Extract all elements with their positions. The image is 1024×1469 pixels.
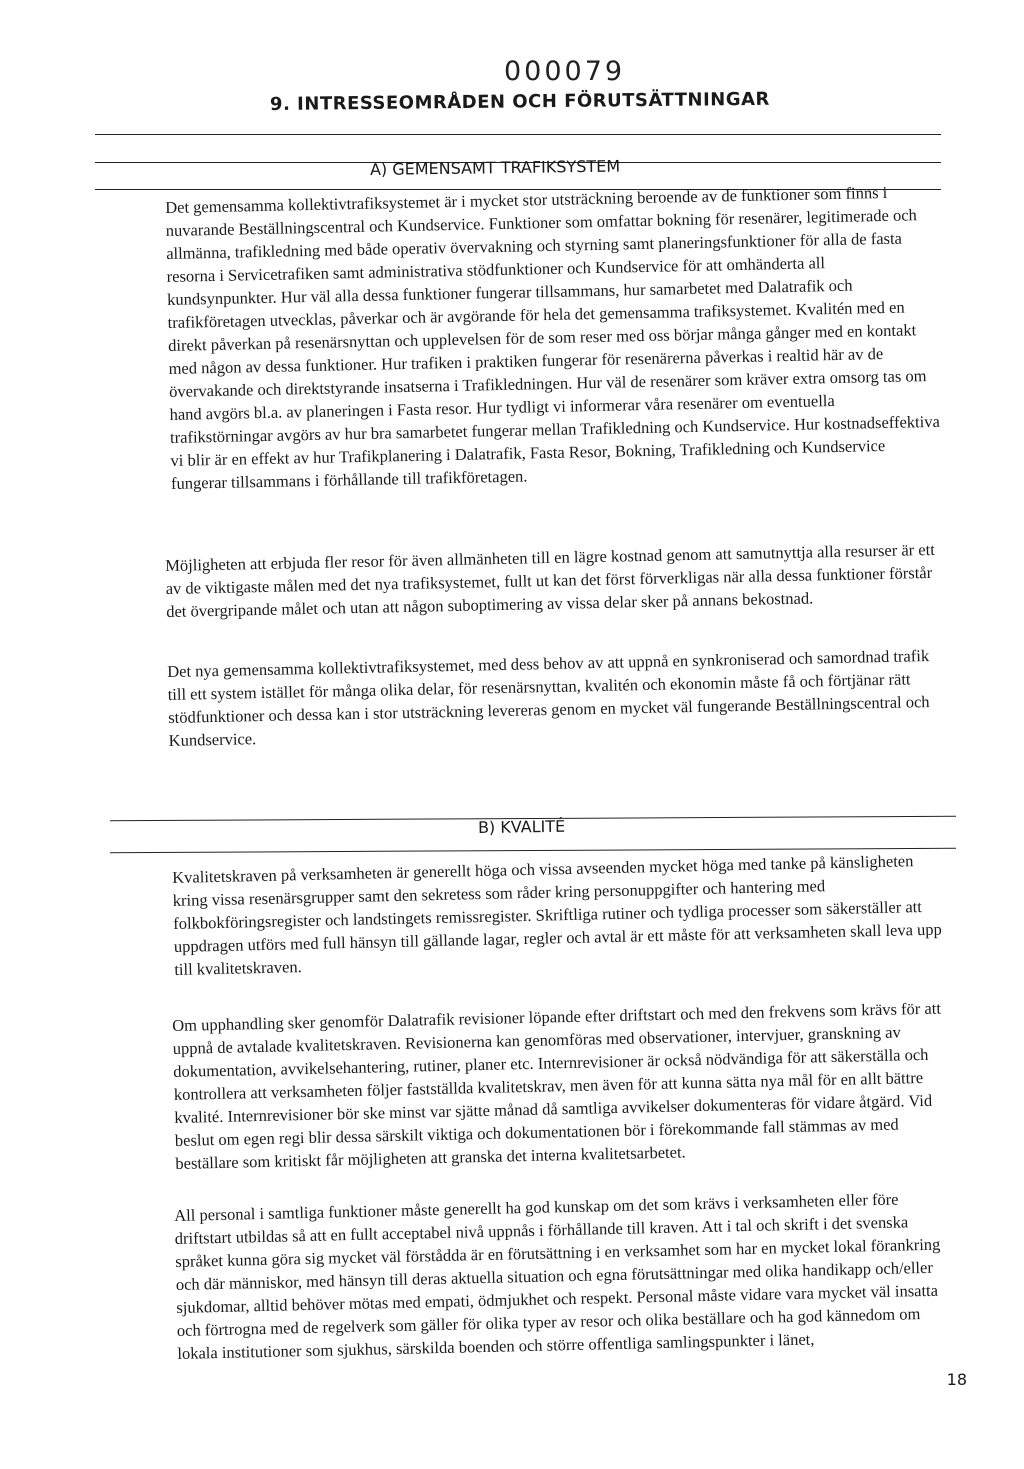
section-a-paragraph-1: Det gemensamma kollektivtrafiksystemet är i mycket stor utsträckning beroende av de funktioner som finns i nuvarande Beställningscentral och Kundservice. Funktioner som omfattar bokning för resenärer, legitimerade och allmänna, trafikledning med både operativ övervakning och styrning samt planeringsfunktioner för alla de fasta resorna i Servicetrafiken samt administrativa stödfunktioner och Kundservice för att omhänderta all kundsynpunkter. Hur väl alla dessa funktioner fungerar tillsammans, hur samarbetet med Dalatrafik och trafikföretagen utvecklas, påverkar och är avgörande för hela det gemensamma trafiksystemet. Kvalitén med en direkt påverkan på resenärsnyttan och upplevelsen för de som reser med oss börjar många gånger med en kontakt med någon av dessa funktioner. Hur trafiken i praktiken fungerar för resenärerna påverkas i realtid här av de övervakande och direktstyrande insatserna i Trafikledningen. Hur väl de resenärer som kräver extra omsorg tas om hand avgörs bl.a. av planeringen i Fasta resor. Hur tydligt vi informerar våra resenärer om eventuella trafikstörningar avgörs av hur bra samarbetet fungerar mellan Trafikledning och Kundservice. Hur kostnadseffektiva vi blir är en effekt av hur Trafikplanering i Dalatrafik, Fasta Resor, Bokning, Trafikledning och Kundservice fungerar tillsammans i förhållande till trafikföretagen.: [165, 182, 941, 493]
section-b-paragraph-1: Kvalitetskraven på verksamheten är generellt höga och vissa avseenden mycket höga med tanke på känsligheten kring vissa resenärsgrupper samt den sekretess som råder kring personuppgifter och hantering med folkbokföringsregister och landstingets remissregister. Skriftliga rutiner och tydliga processer som säkerställer att uppdragen utförs med full hänsyn till gällande lagar, regler och avtal är ett måste för att verksamheten skall leva upp till kvalitetskraven.: [172, 851, 943, 979]
heading-underline: [95, 134, 941, 135]
section-a-paragraph-2: Möjligheten att erbjuda fler resor för även allmänheten till en lägre kostnad genom att samutnyttja alla resurser är ett av de viktigaste målen med det nya trafiksystemet, fullt ut kan det först förverkligas när alla dessa funktioner förstår det övergripande målet och utan att någon suboptimering av vissa delar sker på annans bekostnad.: [165, 539, 936, 621]
section-a-title: A) GEMENSAMT TRAFIKSYSTEM: [369, 156, 621, 179]
chapter-heading: 9. INTRESSEOMRÅDEN OCH FÖRUTSÄTTNINGAR: [269, 88, 770, 115]
document-stamp-number: 000079: [504, 56, 626, 87]
page-number: 18: [946, 1370, 967, 1389]
section-b-title: B) KVALITÉ: [477, 816, 566, 837]
section-a-paragraph-3: Det nya gemensamma kollektivtrafiksystemet, med dess behov av att uppnå en synkroniserad och samordnad trafik till ett system istället för många olika delar, för resenärsnyttan, kvalitén och ekonomin måste få och förtjänar rätt stödfunktioner och dessa kan i stor utsträckning levereras genom en mycket väl fungerande Beställningscentral och Kundservice.: [167, 646, 930, 750]
section-b-paragraph-3: All personal i samtliga funktioner måste generellt ha god kunskap om det som krävs i verksamheten eller före driftstart utbildas så att en fullt acceptabel nivå uppnås i förhållande till kraven. Att i tal och skrift i det svenska språket kunna göra sig mycket väl förstådda är en förutsättning i en verksamhet som har en mycket lokal förankring och där människor, med hänsyn till deras aktuella situation och egna förutsättningar med olika handikapp och/eller sjukdomar, alltid behöver mötas med empati, ödmjukhet och respekt. Personal måste vidare vara mycket väl insatta och förtrogna med de regelverk som gäller för olika typer av resor och olika beställare och ha god kännedom om lokala institutioner som sjukhus, särskilda boenden och större offentliga samlingspunkter i länet,: [174, 1189, 941, 1363]
section-b-paragraph-2: Om upphandling sker genomför Dalatrafik revisioner löpande efter driftstart och med den frekvens som krävs för att uppnå de avtalade kvalitetskraven. Revisionerna kan genomföras med observationer, intervjuer, granskning av dokumentation, avvikelsehantering, rutiner, planer etc. Internrevisioner är också nödvändiga för att säkerställa och kontrollera att verksamheten följer fastställda kvalitetskrav, men även för att kunna sätta nya mål för en allt bättre kvalité. Internrevisioner bör ske minst var sjätte månad då samtliga avvikelser dokumenteras för vidare åtgärd. Vid beslut om egen regi blir dessa särskilt viktiga och dokumentationen bör i förekommande fall stämmas av med beställare som kritiskt får möjligheten att granska det interna kvalitetsarbetet.: [172, 998, 942, 1173]
